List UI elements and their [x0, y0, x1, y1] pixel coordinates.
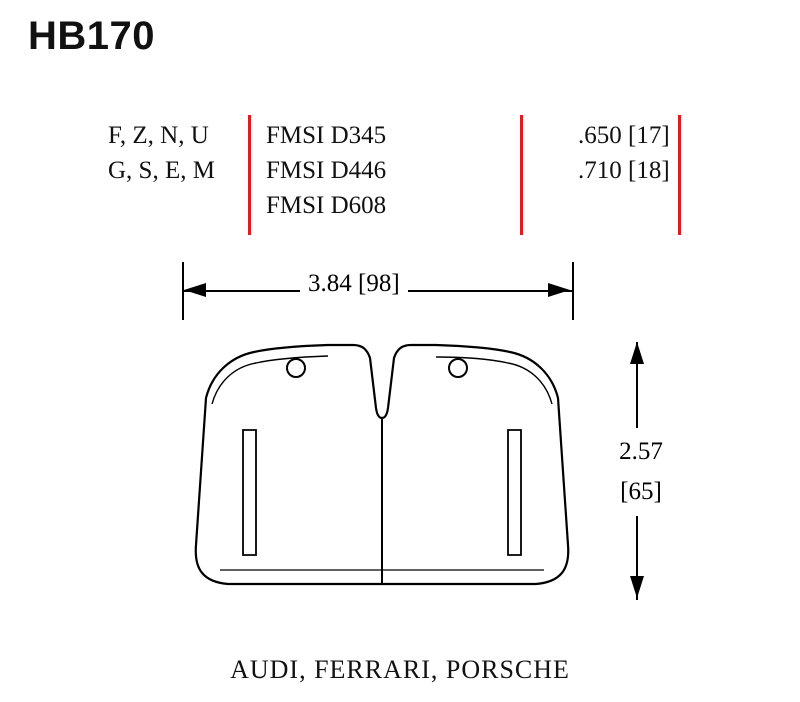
spec-table — [108, 115, 693, 235]
compound-codes-row-1: F, Z, N, U — [108, 122, 209, 149]
height-dimension-inches: 2.57 — [619, 438, 663, 465]
compound-codes-column — [108, 118, 215, 188]
vehicle-applications: AUDI, FERRARI, PORSCHE — [230, 655, 570, 684]
height-dimension-mm: [65] — [620, 478, 662, 505]
width-dimension — [182, 262, 574, 322]
mounting-hole-right — [449, 359, 467, 377]
thickness-row-2: .710 [18] — [578, 157, 670, 184]
thickness-column — [578, 118, 670, 188]
table-divider-2 — [520, 115, 523, 235]
arrow-left-icon — [184, 283, 206, 297]
height-dimension-label — [604, 428, 678, 516]
height-dimension — [600, 340, 710, 602]
table-divider-3 — [678, 115, 681, 235]
brake-pad-drawing — [168, 330, 588, 620]
fmsi-row-1: FMSI D345 — [266, 122, 387, 149]
fmsi-row-3: FMSI D608 — [266, 192, 387, 219]
thickness-row-1: .650 [17] — [578, 122, 670, 149]
arrow-up-icon — [630, 342, 644, 364]
fmsi-column — [266, 118, 386, 223]
part-number: HB170 — [28, 14, 156, 58]
right-wear-slot — [508, 430, 521, 555]
left-wear-slot — [243, 430, 256, 555]
arrow-down-icon — [630, 576, 644, 598]
fmsi-row-2: FMSI D446 — [266, 157, 387, 184]
compound-codes-row-2: G, S, E, M — [108, 157, 215, 184]
width-extension-line-right — [572, 262, 574, 320]
width-dimension-label: 3.84 [98] — [300, 269, 408, 299]
table-divider-1 — [248, 115, 251, 235]
mounting-hole-left — [287, 359, 305, 377]
arrow-right-icon — [548, 283, 570, 297]
